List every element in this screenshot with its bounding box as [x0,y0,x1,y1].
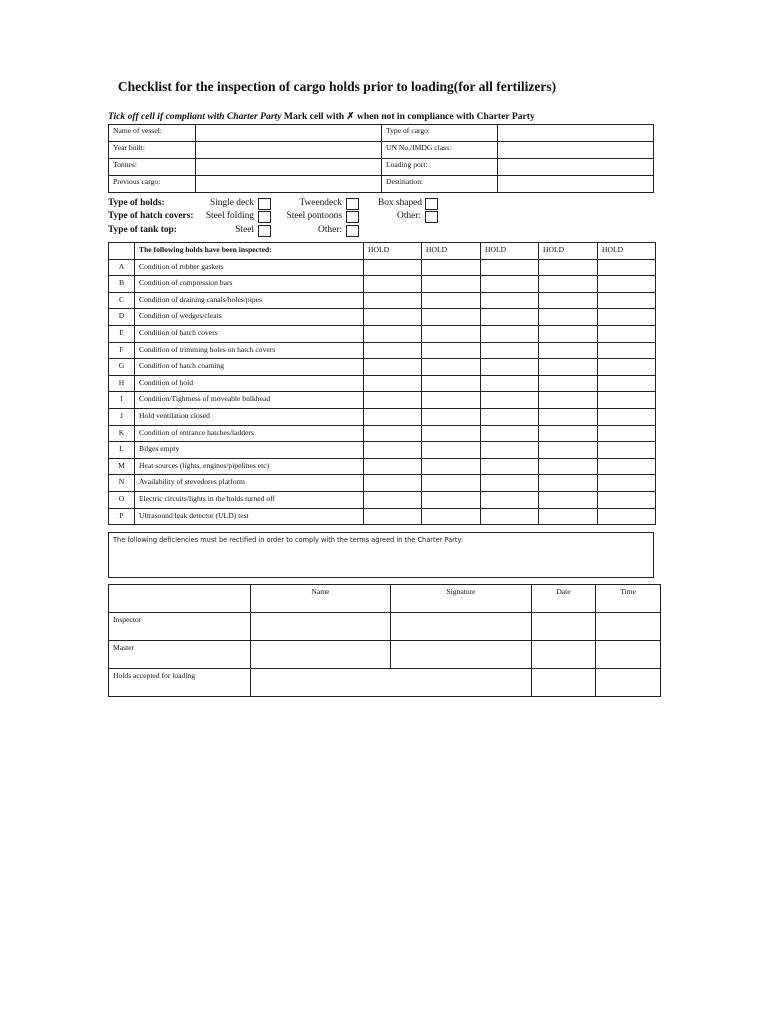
row-letter: I [109,392,135,409]
option-tank-other: Other: [318,225,342,235]
checkbox-tweendeck[interactable] [346,198,359,210]
holds-accepted-date-field[interactable] [532,669,596,697]
row-item: Availability of stevedores platform [135,475,364,492]
hold-cell[interactable] [539,408,598,425]
hold-cell[interactable] [364,359,422,376]
hold-cell[interactable] [539,392,598,409]
date-column-header: Date [532,585,596,613]
hold-cell[interactable] [598,342,656,359]
checkbox-steel[interactable] [258,225,271,237]
loading-port-label: Loading port: [382,159,498,176]
tank-top-type-label: Type of tank top: [108,225,177,235]
instruction-line [108,111,535,122]
option-steel-pontoons: Steel pontoons [286,211,342,221]
row-letter: O [109,491,135,508]
table-row [109,392,656,409]
row-letter: J [109,408,135,425]
hold-cell[interactable] [598,309,656,326]
hold-cell[interactable] [481,442,539,459]
row-item: Condition of hatch covers [135,325,364,342]
vessel-name-field[interactable] [196,125,382,142]
checkbox-steel-folding[interactable] [258,211,271,223]
holds-type-label: Type of holds: [108,198,165,208]
hold-cell[interactable] [539,442,598,459]
row-item: Electric circuits/lights in the holds turned off [135,491,364,508]
table-row [109,458,656,475]
row-item: Bilges empty [135,442,364,459]
hold-cell[interactable] [364,425,422,442]
hold-cell[interactable] [598,442,656,459]
vessel-name-label: Name of vessel: [109,125,196,142]
row-item: Condition of compression bars [135,276,364,293]
table-row [109,408,656,425]
hold-cell[interactable] [422,259,481,276]
hold-cell[interactable] [481,259,539,276]
hold-cell[interactable] [598,276,656,293]
signoff-row-inspector [109,613,661,641]
hold-cell[interactable] [481,508,539,525]
master-date-field[interactable] [532,641,596,669]
option-steel-folding: Steel folding [205,211,254,221]
row-letter: P [109,508,135,525]
hold-cell[interactable] [539,325,598,342]
hold-cell[interactable] [481,392,539,409]
hatch-covers-type-label: Type of hatch covers: [108,211,194,221]
hold-cell[interactable] [598,508,656,525]
row-item: Condition of hold [135,375,364,392]
hold-cell[interactable] [364,292,422,309]
hold-column-header: HOLD [598,243,656,260]
row-item: Hold ventilation closed [135,408,364,425]
row-letter: K [109,425,135,442]
row-item: Condition of rubber gaskets [135,259,364,276]
option-box-shaped: Box shaped [377,198,422,208]
row-letter: L [109,442,135,459]
document-title: Checklist for the inspection of cargo holds prior to loading(for all fertilizers) [117,79,557,94]
un-class-field[interactable] [498,142,654,159]
hold-cell[interactable] [422,342,481,359]
row-letter: A [109,259,135,276]
time-column-header: Time [596,585,661,613]
hold-cell[interactable] [364,342,422,359]
checkbox-tank-other[interactable] [346,225,359,237]
hold-column-header: HOLD [539,243,598,260]
row-letter: H [109,375,135,392]
hold-cell[interactable] [539,276,598,293]
table-row [109,491,656,508]
hold-cell[interactable] [422,359,481,376]
hold-cell[interactable] [364,408,422,425]
holds-accepted-label: Holds accepted for loading [109,669,251,697]
master-name-field[interactable] [251,641,391,669]
master-signature-field[interactable] [391,641,532,669]
hold-cell[interactable] [539,259,598,276]
table-row [109,508,656,525]
hold-cell[interactable] [364,442,422,459]
tonnes-label: Tonnes: [109,159,196,176]
vessel-row [109,142,654,159]
row-letter: N [109,475,135,492]
name-column-header: Name [251,585,391,613]
row-item: Condition of hatch coaming [135,359,364,376]
holds-accepted-field[interactable] [251,669,532,697]
destination-label: Destination: [382,176,498,193]
hold-cell[interactable] [598,408,656,425]
hold-cell[interactable] [539,342,598,359]
checkbox-hatch-other[interactable] [425,211,438,223]
inspector-date-field[interactable] [532,613,596,641]
row-letter: E [109,325,135,342]
table-row [109,276,656,293]
hold-cell[interactable] [598,491,656,508]
hold-cell[interactable] [598,325,656,342]
hold-cell[interactable] [598,292,656,309]
table-row [109,425,656,442]
hold-cell[interactable] [422,491,481,508]
table-row [109,359,656,376]
hold-cell[interactable] [481,408,539,425]
cargo-type-field[interactable] [498,125,654,142]
hold-column-header: HOLD [364,243,422,260]
table-row [109,442,656,459]
row-item: Condition of draining canals/holes/pipes [135,292,364,309]
hold-cell[interactable] [481,276,539,293]
option-steel: Steel [235,225,254,235]
row-item: Condition of trimming holes on hatch covers [135,342,364,359]
row-item: Condition of wedges/cleats [135,309,364,326]
row-letter: C [109,292,135,309]
hold-cell[interactable] [539,309,598,326]
inspector-signature-field[interactable] [391,613,532,641]
hold-cell[interactable] [481,309,539,326]
vessel-info-table [108,124,654,193]
hold-cell[interactable] [481,458,539,475]
signoff-header-row [109,585,661,613]
year-built-label: Year built: [109,142,196,159]
hold-cell[interactable] [364,475,422,492]
hold-cell[interactable] [422,392,481,409]
hold-cell[interactable] [481,292,539,309]
hold-cell[interactable] [364,375,422,392]
table-row [109,259,656,276]
hold-cell[interactable] [364,259,422,276]
signoff-table [108,584,661,697]
hold-cell[interactable] [598,425,656,442]
cargo-type-label: Type of cargo: [382,125,498,142]
row-item: Condition of entrance hatches/ladders [135,425,364,442]
hold-cell[interactable] [422,408,481,425]
hold-cell[interactable] [422,425,481,442]
master-time-field[interactable] [596,641,661,669]
hold-cell[interactable] [481,375,539,392]
hold-cell[interactable] [539,508,598,525]
hold-cell[interactable] [364,276,422,293]
hold-cell[interactable] [364,392,422,409]
previous-cargo-field[interactable] [196,176,382,193]
hold-cell[interactable] [364,325,422,342]
hold-cell[interactable] [422,375,481,392]
row-letter: G [109,359,135,376]
instruction-compliant: Tick off cell if compliant with Charter Party [108,111,282,122]
table-row [109,309,656,326]
row-letter: F [109,342,135,359]
hold-cell[interactable] [598,259,656,276]
year-built-field[interactable] [196,142,382,159]
inspector-name-field[interactable] [251,613,391,641]
hold-cell[interactable] [364,491,422,508]
row-item: Heat sources (lights, engines/pipelines etc) [135,458,364,475]
hold-cell[interactable] [598,392,656,409]
inspection-header: The following holds have been inspected: [135,243,364,260]
table-row [109,342,656,359]
loading-port-field[interactable] [498,159,654,176]
previous-cargo-label: Previous cargo: [109,176,196,193]
vessel-row [109,159,654,176]
hold-cell[interactable] [481,425,539,442]
hold-inspection-table [108,242,656,525]
hold-cell[interactable] [539,491,598,508]
table-row [109,375,656,392]
option-single-deck: Single deck [209,198,254,208]
row-letter: M [109,458,135,475]
hold-cell[interactable] [422,276,481,293]
instruction-noncompliant: Mark cell with ✗ when not in compliance with Charter Party [283,111,535,122]
vessel-row [109,176,654,193]
hold-cell[interactable] [481,325,539,342]
hold-cell[interactable] [481,491,539,508]
master-label: Master [109,641,251,669]
signoff-corner-cell [109,585,251,613]
hold-cell[interactable] [422,292,481,309]
un-class-label: UN No./IMDG class: [382,142,498,159]
hold-cell[interactable] [422,458,481,475]
signoff-row-master [109,641,661,669]
row-item: Condition/Tightness of moveable bulkhead [135,392,364,409]
checkbox-box-shaped[interactable] [425,198,438,210]
hold-cell[interactable] [481,342,539,359]
hold-cell[interactable] [598,375,656,392]
checkbox-steel-pontoons[interactable] [346,211,359,223]
inspector-time-field[interactable] [596,613,661,641]
inspector-label: Inspector [109,613,251,641]
table-row [109,292,656,309]
table-row [109,325,656,342]
hold-cell[interactable] [598,475,656,492]
inspection-header-row [109,243,656,260]
hold-cell[interactable] [539,425,598,442]
row-item: Ultrasound leak detector (ULD) test [135,508,364,525]
deficiencies-label: The following deficiencies must be rectified in order to comply with the terms agreed in the Charter Party: [113,536,464,544]
hold-cell[interactable] [422,508,481,525]
hold-column-header: HOLD [481,243,539,260]
hold-cell[interactable] [539,292,598,309]
signoff-row-holds-accepted [109,669,661,697]
hold-cell[interactable] [364,309,422,326]
holds-accepted-time-field[interactable] [596,669,661,697]
hold-cell[interactable] [422,309,481,326]
vessel-row [109,125,654,142]
hold-cell[interactable] [598,359,656,376]
destination-field[interactable] [498,176,654,193]
hold-cell[interactable] [598,458,656,475]
hold-cell[interactable] [364,458,422,475]
hold-cell[interactable] [422,475,481,492]
row-letter: B [109,276,135,293]
hold-cell[interactable] [481,359,539,376]
checkbox-single-deck[interactable] [258,198,271,210]
hold-cell[interactable] [539,375,598,392]
header-letter-cell [109,243,135,260]
table-row [109,475,656,492]
hold-cell[interactable] [422,442,481,459]
hold-column-header: HOLD [422,243,481,260]
tonnes-field[interactable] [196,159,382,176]
hold-cell[interactable] [481,475,539,492]
hold-cell[interactable] [539,359,598,376]
hold-cell[interactable] [539,458,598,475]
option-tweendeck: Tweendeck [299,198,342,208]
hold-cell[interactable] [422,325,481,342]
hold-cell[interactable] [539,475,598,492]
row-letter: D [109,309,135,326]
hold-cell[interactable] [364,508,422,525]
deficiencies-box[interactable] [108,532,654,578]
option-hatch-other: Other: [397,211,421,221]
signature-column-header: Signature [391,585,532,613]
